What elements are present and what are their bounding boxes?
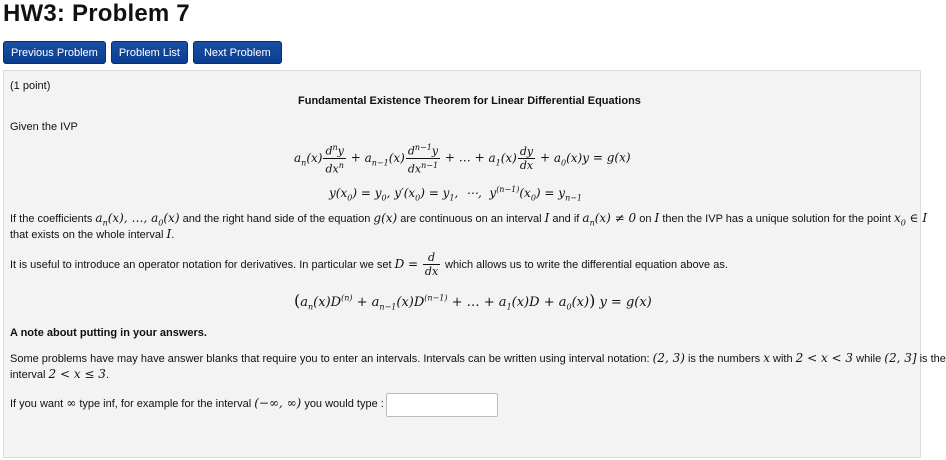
text-segment: that exists on the whole interval — [10, 229, 164, 241]
infinite-interval-example: (−∞, ∞) — [254, 396, 302, 410]
operator-paragraph — [10, 251, 728, 278]
rhs-expr: g(x) — [373, 211, 398, 225]
text-segment: Some problems have may have answer blanks that require you to enter an intervals. Intervals can be written using interval notation: — [10, 353, 650, 365]
variable-x: x — [763, 351, 770, 365]
text-segment: If the coefficients — [10, 213, 93, 225]
nonzero-condition: $a_n(x) \ne 0$ — [582, 211, 637, 228]
problem-navbar — [3, 41, 282, 64]
page-title: HW3: Problem 7 — [3, 0, 190, 27]
half-open-interval-example: (2, 3] — [884, 351, 917, 365]
operator-equation: ($a_n(x)D^{(n)} + a_{n-1}(x)D^{(n-1)}$ + … + $a_1(x)D + a_0(x)$) y = g(x) — [294, 291, 652, 312]
text-segment: with — [773, 353, 793, 365]
text-segment: is the — [919, 353, 946, 365]
text-segment: If you want — [10, 398, 64, 410]
text-segment: It is useful to introduce an operator notation for derivatives. In particular we set — [10, 259, 392, 271]
note-heading: A note about putting in your answers. — [10, 327, 207, 339]
text-segment: and if — [552, 213, 580, 225]
text-segment: are continuous on an interval — [400, 213, 542, 225]
text-segment: while — [856, 353, 882, 365]
given-label: Given the IVP — [10, 121, 78, 133]
text-segment: you would type : — [304, 398, 384, 410]
ode-equation: $a_n(x)$ $\frac{d^ny}{dx^n}$ + $a_{n-1}(x)$ $\frac{d^{n-1}y}{dx^{n-1}}$ + … + $a_1(x)$ $\frac{dy}{dx}$ + $a_0(x)y = g(x)$ — [294, 143, 631, 176]
next-problem-button[interactable]: Next Problem — [193, 41, 282, 64]
initial-conditions: $y(x_0) = y_0$, $y'(x_0) = y_1$, ⋯, $y^{(n-1)}(x_0) = y_{n-1}$ — [329, 185, 583, 203]
text-segment: and the right hand side of the equation — [182, 213, 371, 225]
text-segment: is the numbers — [687, 353, 761, 365]
interval-notation-paragraph — [10, 351, 946, 365]
text-segment: type inf, for example for the interval — [79, 398, 252, 410]
continuity-paragraph — [10, 211, 927, 227]
text-segment: interval — [10, 369, 46, 381]
coefficients-expr: $a_n(x)$, …, $a_0(x)$ — [95, 211, 180, 228]
theorem-heading: Fundamental Existence Theorem for Linear Differential Equations — [298, 95, 641, 107]
infinity-paragraph — [10, 396, 384, 410]
infinity-symbol: ∞ — [66, 396, 77, 410]
interval-symbol: I — [166, 227, 172, 241]
half-open-inequality: 2 < x ≤ 3 — [48, 367, 106, 381]
interval-symbol: I — [544, 211, 550, 225]
open-interval-example: (2, 3) — [652, 351, 685, 365]
interval-symbol: I — [654, 211, 660, 225]
text-segment: on — [639, 213, 652, 225]
problem-list-button[interactable]: Problem List — [111, 41, 188, 64]
operator-definition: D = $\frac{d}{dx}$ — [394, 251, 439, 278]
text-segment: which allows us to write the differential equation above as. — [445, 259, 728, 271]
answer-input[interactable] — [386, 393, 498, 417]
text-segment: then the IVP has a unique solution for the point — [662, 213, 891, 225]
interval-notation-paragraph-line2: interval 2 < x ≤ 3. — [10, 367, 109, 381]
problem-points: (1 point) — [10, 80, 51, 92]
continuity-paragraph-line2: that exists on the whole interval I. — [10, 227, 175, 241]
open-inequality: 2 < x < 3 — [795, 351, 854, 365]
problem-panel — [3, 70, 946, 458]
previous-problem-button[interactable]: Previous Problem — [3, 41, 106, 64]
point-membership: $x_0$ ∈ I — [893, 211, 928, 228]
